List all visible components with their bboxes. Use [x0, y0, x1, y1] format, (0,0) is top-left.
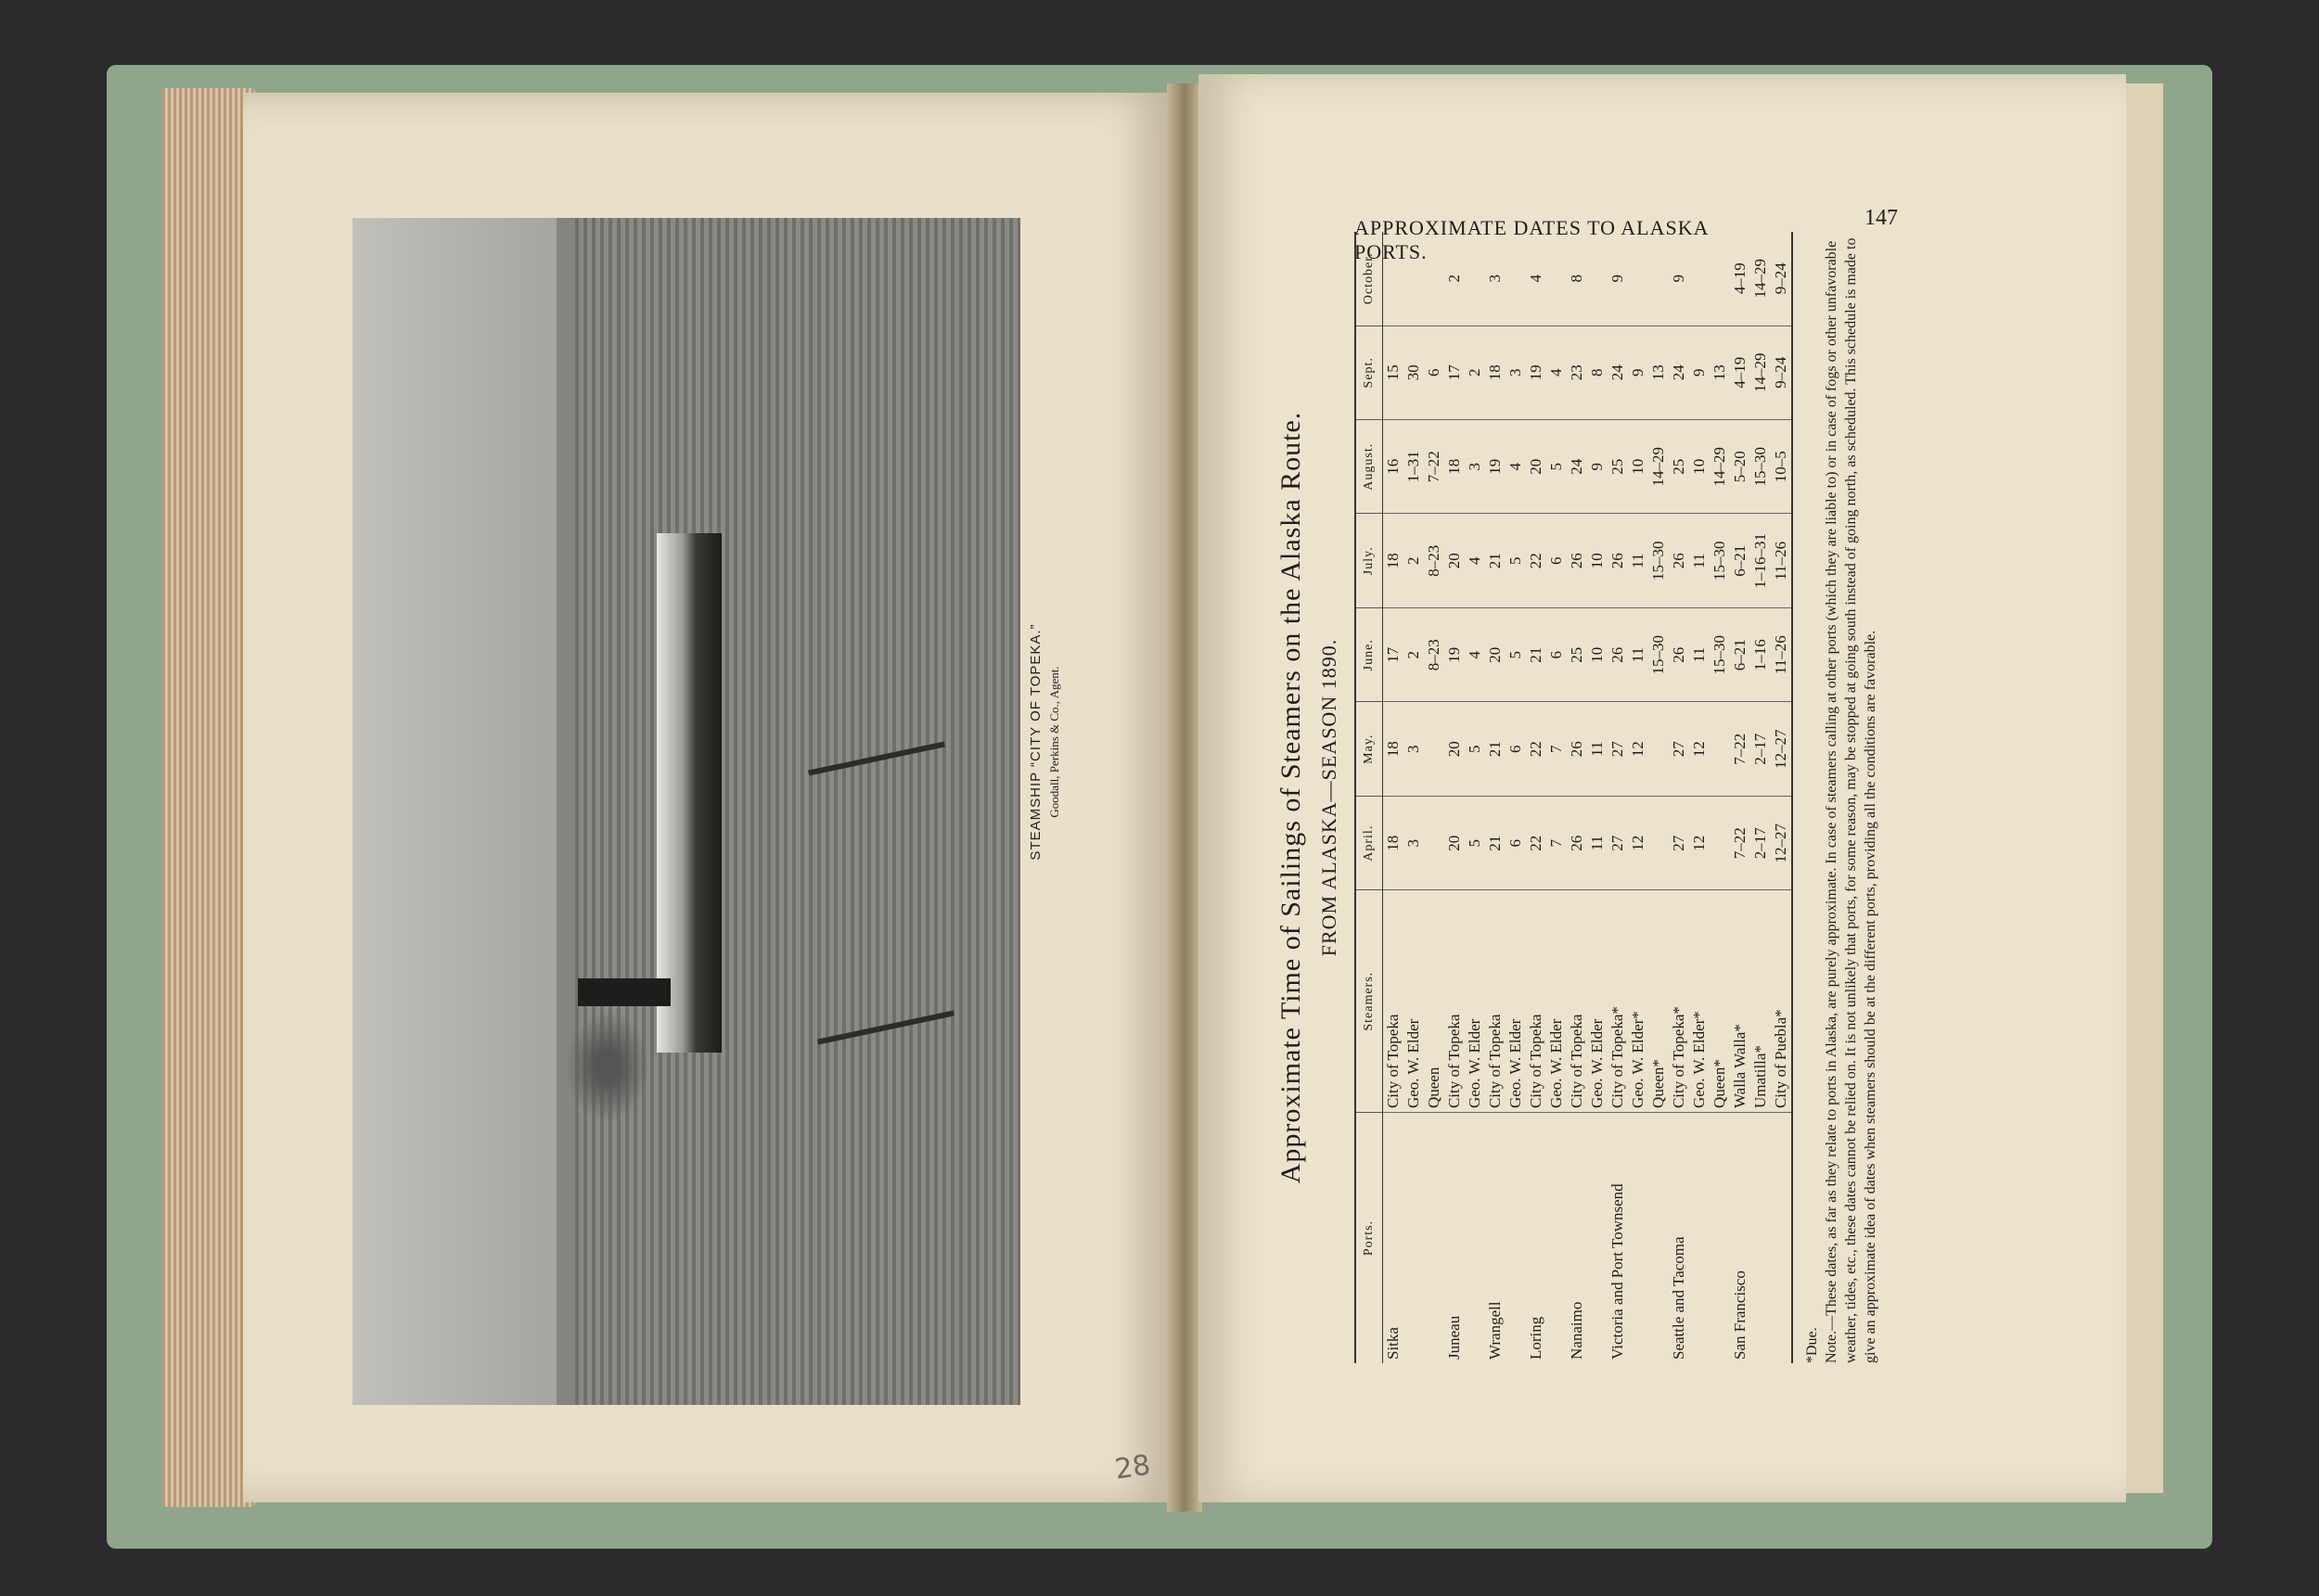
- table-row: [1485, 232, 1505, 1363]
- cell-steamer: Geo. W. Elder: [1587, 890, 1608, 1113]
- table-row: [1444, 232, 1465, 1363]
- header-october: October.: [1355, 232, 1383, 326]
- footnote-due: *Due.: [1804, 1327, 1820, 1363]
- table-header-row: [1355, 232, 1383, 1363]
- book-gutter: [1167, 83, 1202, 1512]
- table-row: [1465, 232, 1485, 1363]
- cell-port: [1648, 1113, 1669, 1363]
- cell-port: Nanaimo: [1568, 1301, 1585, 1360]
- cell-jul: 8–23: [1424, 514, 1444, 607]
- cell-aug: 10–5: [1771, 420, 1792, 514]
- cell-may: 7–22: [1730, 702, 1750, 796]
- cell-steamer: Geo. W. Elder: [1465, 890, 1485, 1113]
- cell-oct: [1424, 232, 1444, 326]
- header-may: May.: [1355, 702, 1383, 796]
- cell-oct: [1710, 232, 1730, 326]
- cell-sep: 18: [1485, 326, 1505, 419]
- cell-aug: 19: [1485, 420, 1505, 514]
- cell-sep: 13: [1648, 326, 1669, 419]
- cell-port: [1403, 1113, 1424, 1363]
- cell-sep: 9: [1628, 326, 1648, 419]
- cell-oct: [1689, 232, 1710, 326]
- cell-jun: 6: [1546, 607, 1567, 701]
- cell-aug: 25: [1669, 420, 1689, 514]
- table-row: [1750, 232, 1771, 1363]
- cell-port: [1465, 1113, 1485, 1363]
- schedule-title: Approximate Time of Sailings of Steamers on the Alaska Route.: [1275, 411, 1306, 1184]
- cell-port: Wrangell: [1486, 1301, 1504, 1360]
- cell-sep: 14–29: [1750, 326, 1771, 419]
- caption-title: STEAMSHIP “CITY OF TOPEKA.”: [1028, 623, 1044, 861]
- cell-port: [1771, 1113, 1792, 1363]
- cell-jul: 26: [1567, 514, 1587, 607]
- table-row: [1628, 232, 1648, 1363]
- page-number: 147: [1864, 206, 1898, 230]
- cell-sep: 4: [1546, 326, 1567, 419]
- photo-water: [575, 218, 1020, 1405]
- cell-port: Victoria and Port Townsend: [1608, 1183, 1626, 1360]
- cell-jun: 11: [1689, 607, 1710, 701]
- schedule-footnote: [1802, 232, 1880, 1363]
- cell-may: 20: [1444, 702, 1465, 796]
- cell-may: 2–17: [1750, 702, 1771, 796]
- header-july: July.: [1355, 514, 1383, 607]
- cell-may: 12: [1689, 702, 1710, 796]
- cell-port: [1689, 1113, 1710, 1363]
- cell-oct: 4–19: [1730, 232, 1750, 326]
- cell-port: San Francisco: [1731, 1270, 1749, 1360]
- cell-oct: 4: [1526, 232, 1546, 326]
- cell-apr: 22: [1526, 796, 1546, 889]
- table-row: [1648, 232, 1669, 1363]
- cell-sep: 2: [1465, 326, 1485, 419]
- cell-apr: 18: [1383, 796, 1404, 889]
- photo-caption: [1028, 575, 1062, 909]
- cell-jun: 10: [1587, 607, 1608, 701]
- cell-apr: 5: [1465, 796, 1485, 889]
- cell-jul: 11: [1689, 514, 1710, 607]
- cell-jul: 4: [1465, 514, 1485, 607]
- rotated-schedule: [1248, 223, 2008, 1373]
- cell-aug: 4: [1505, 420, 1526, 514]
- cell-may: [1424, 702, 1444, 796]
- cell-steamer: Walla Walla*: [1730, 890, 1750, 1113]
- header-sept: Sept.: [1355, 326, 1383, 419]
- cell-may: 7: [1546, 702, 1567, 796]
- cell-jul: 6–21: [1730, 514, 1750, 607]
- cell-aug: 25: [1608, 420, 1628, 514]
- cell-jul: 22: [1526, 514, 1546, 607]
- cell-apr: 27: [1669, 796, 1689, 889]
- cell-sep: 9: [1689, 326, 1710, 419]
- cell-steamer: Geo. W. Elder: [1403, 890, 1424, 1113]
- cell-apr: 3: [1403, 796, 1424, 889]
- cell-may: 21: [1485, 702, 1505, 796]
- cell-oct: [1546, 232, 1567, 326]
- cell-jun: 4: [1465, 607, 1485, 701]
- pencil-note: 28: [1112, 1449, 1153, 1487]
- cell-port: [1628, 1113, 1648, 1363]
- cell-jun: 8–23: [1424, 607, 1444, 701]
- cell-oct: [1383, 232, 1404, 326]
- cell-jun: 5: [1505, 607, 1526, 701]
- cell-jun: 20: [1485, 607, 1505, 701]
- cell-aug: 5: [1546, 420, 1567, 514]
- cell-may: 6: [1505, 702, 1526, 796]
- cell-port: [1505, 1113, 1526, 1363]
- cell-steamer: Geo. W. Elder: [1505, 890, 1526, 1113]
- cell-port: Seattle and Tacoma: [1670, 1236, 1687, 1360]
- cell-may: 27: [1608, 702, 1628, 796]
- cell-apr: [1648, 796, 1669, 889]
- cell-may: [1710, 702, 1730, 796]
- cell-jul: 18: [1383, 514, 1404, 607]
- cell-jun: 6–21: [1730, 607, 1750, 701]
- cell-sep: 24: [1669, 326, 1689, 419]
- cell-may: 12: [1628, 702, 1648, 796]
- cell-oct: [1465, 232, 1485, 326]
- cell-port: Loring: [1527, 1316, 1544, 1360]
- cell-apr: 12: [1628, 796, 1648, 889]
- cell-jun: 26: [1608, 607, 1628, 701]
- cell-aug: 9: [1587, 420, 1608, 514]
- cell-jul: 26: [1608, 514, 1628, 607]
- cell-sep: 17: [1444, 326, 1465, 419]
- cell-oct: 9: [1669, 232, 1689, 326]
- cell-steamer: City of Topeka: [1567, 890, 1587, 1113]
- header-june: June.: [1355, 607, 1383, 701]
- cell-steamer: City of Topeka: [1383, 890, 1404, 1113]
- cell-apr: 11: [1587, 796, 1608, 889]
- schedule-subtitle: FROM ALASKA—SEASON 1890.: [1317, 638, 1340, 957]
- cell-sep: 13: [1710, 326, 1730, 419]
- cell-jun: 25: [1567, 607, 1587, 701]
- cell-jun: 11–26: [1771, 607, 1792, 701]
- header-steamers: Steamers.: [1355, 890, 1383, 1113]
- cell-aug: 18: [1444, 420, 1465, 514]
- cell-sep: 15: [1383, 326, 1404, 419]
- cell-sep: 4–19: [1730, 326, 1750, 419]
- cell-aug: 15–30: [1750, 420, 1771, 514]
- cell-jul: 11: [1628, 514, 1648, 607]
- cell-steamer: City of Puebla*: [1771, 890, 1792, 1113]
- photo-sky: [352, 218, 575, 1405]
- cell-jul: 21: [1485, 514, 1505, 607]
- cell-oct: [1403, 232, 1424, 326]
- cell-steamer: City of Topeka*: [1669, 890, 1689, 1113]
- cell-steamer: City of Topeka: [1526, 890, 1546, 1113]
- cell-sep: 9–24: [1771, 326, 1792, 419]
- running-head: APPROXIMATE DATES TO ALASKA PORTS.: [1354, 216, 1709, 263]
- cell-aug: 10: [1628, 420, 1648, 514]
- cell-steamer: City of Topeka: [1444, 890, 1465, 1113]
- sailing-schedule-table: [1354, 232, 1793, 1363]
- cell-sep: 19: [1526, 326, 1546, 419]
- cell-jul: 1–16–31: [1750, 514, 1771, 607]
- cell-port: [1750, 1113, 1771, 1363]
- cell-apr: 20: [1444, 796, 1465, 889]
- page-edges: [162, 88, 255, 1507]
- cell-steamer: City of Topeka*: [1608, 890, 1628, 1113]
- ship-smoke: [566, 1011, 649, 1122]
- cell-aug: 7–22: [1424, 420, 1444, 514]
- cell-aug: 14–29: [1648, 420, 1669, 514]
- cell-may: 5: [1465, 702, 1485, 796]
- cell-sep: 30: [1403, 326, 1424, 419]
- cell-port: [1710, 1113, 1730, 1363]
- cell-steamer: Geo. W. Elder*: [1628, 890, 1648, 1113]
- cell-port: [1424, 1113, 1444, 1363]
- cell-steamer: Umatilla*: [1750, 890, 1771, 1113]
- header-ports: Ports.: [1355, 1113, 1383, 1363]
- cell-apr: 26: [1567, 796, 1587, 889]
- cell-steamer: Queen: [1424, 890, 1444, 1113]
- table-row: [1669, 232, 1689, 1363]
- cell-apr: 21: [1485, 796, 1505, 889]
- cell-oct: 8: [1567, 232, 1587, 326]
- cell-jun: 26: [1669, 607, 1689, 701]
- cell-aug: 5–20: [1730, 420, 1750, 514]
- table-row: [1424, 232, 1444, 1363]
- table-row: [1403, 232, 1424, 1363]
- caption-credit: Goodall, Perkins & Co., Agent.: [1047, 666, 1061, 818]
- cell-oct: [1587, 232, 1608, 326]
- cell-may: 22: [1526, 702, 1546, 796]
- cell-steamer: Queen*: [1648, 890, 1669, 1113]
- header-april: April.: [1355, 796, 1383, 889]
- right-page-edges: [2126, 83, 2163, 1493]
- cell-oct: [1648, 232, 1669, 326]
- cell-port: Juneau: [1445, 1315, 1463, 1360]
- cell-may: 3: [1403, 702, 1424, 796]
- table-row: [1730, 232, 1750, 1363]
- ship-hull: [657, 533, 722, 1053]
- cell-jul: 6: [1546, 514, 1567, 607]
- cell-oct: 3: [1485, 232, 1505, 326]
- cell-jul: 5: [1505, 514, 1526, 607]
- cell-steamer: Queen*: [1710, 890, 1730, 1113]
- cell-apr: 6: [1505, 796, 1526, 889]
- cell-may: 18: [1383, 702, 1404, 796]
- table-row: [1771, 232, 1792, 1363]
- cell-jun: 1–16: [1750, 607, 1771, 701]
- table-row: [1587, 232, 1608, 1363]
- cell-steamer: Geo. W. Elder*: [1689, 890, 1710, 1113]
- cell-apr: 27: [1608, 796, 1628, 889]
- cell-jun: 2: [1403, 607, 1424, 701]
- cell-apr: 7–22: [1730, 796, 1750, 889]
- table-body: [1383, 232, 1793, 1363]
- cell-oct: [1505, 232, 1526, 326]
- cell-aug: 16: [1383, 420, 1404, 514]
- cell-aug: 3: [1465, 420, 1485, 514]
- cell-apr: [1710, 796, 1730, 889]
- cell-jun: 17: [1383, 607, 1404, 701]
- cell-apr: 2–17: [1750, 796, 1771, 889]
- table-row: [1526, 232, 1546, 1363]
- table-row: [1710, 232, 1730, 1363]
- cell-jul: 15–30: [1648, 514, 1669, 607]
- cell-port: [1546, 1113, 1567, 1363]
- cell-aug: 10: [1689, 420, 1710, 514]
- cell-jul: 2: [1403, 514, 1424, 607]
- cell-port: [1587, 1113, 1608, 1363]
- cell-oct: 2: [1444, 232, 1465, 326]
- table-row: [1689, 232, 1710, 1363]
- cell-oct: 9–24: [1771, 232, 1792, 326]
- footnote-note: Note.—These dates, as far as they relate to ports in Alaska, are purely approximate. In case of steamers calling at other ports (which they are liable to) or in case of fogs or other unfavorable weather, tides, etc., these dates cannot be relied on. It is not unlikely that ports, for some reason, may be stopped at going south instead of going north, as scheduled. This schedule is made to give an approximate idea of dates when steamers should be at the different ports, providing all the conditions are favorable.: [1824, 237, 1878, 1363]
- table-row: [1505, 232, 1526, 1363]
- header-august: August.: [1355, 420, 1383, 514]
- cell-oct: [1628, 232, 1648, 326]
- cell-jul: 26: [1669, 514, 1689, 607]
- cell-oct: 14–29: [1750, 232, 1771, 326]
- cell-may: 26: [1567, 702, 1587, 796]
- cell-jun: 19: [1444, 607, 1465, 701]
- cell-sep: 23: [1567, 326, 1587, 419]
- cell-sep: 8: [1587, 326, 1608, 419]
- cell-jun: 11: [1628, 607, 1648, 701]
- cell-steamer: City of Topeka: [1485, 890, 1505, 1113]
- cell-may: 11: [1587, 702, 1608, 796]
- cell-oct: 9: [1608, 232, 1628, 326]
- cell-aug: 24: [1567, 420, 1587, 514]
- cell-apr: 12–27: [1771, 796, 1792, 889]
- cell-jun: 15–30: [1710, 607, 1730, 701]
- cell-may: 27: [1669, 702, 1689, 796]
- table-row: [1383, 232, 1404, 1363]
- cell-apr: [1424, 796, 1444, 889]
- cell-aug: 1–31: [1403, 420, 1424, 514]
- cell-apr: 12: [1689, 796, 1710, 889]
- table-row: [1567, 232, 1587, 1363]
- cell-sep: 3: [1505, 326, 1526, 419]
- cell-aug: 14–29: [1710, 420, 1730, 514]
- cell-steamer: Geo. W. Elder: [1546, 890, 1567, 1113]
- cell-may: 12–27: [1771, 702, 1792, 796]
- cell-jul: 20: [1444, 514, 1465, 607]
- cell-may: [1648, 702, 1669, 796]
- cell-sep: 6: [1424, 326, 1444, 419]
- cell-sep: 24: [1608, 326, 1628, 419]
- table-row: [1546, 232, 1567, 1363]
- cell-jun: 15–30: [1648, 607, 1669, 701]
- cell-jul: 15–30: [1710, 514, 1730, 607]
- cell-jul: 10: [1587, 514, 1608, 607]
- cell-apr: 7: [1546, 796, 1567, 889]
- table-row: [1608, 232, 1628, 1363]
- cell-port: Sitka: [1384, 1327, 1402, 1360]
- cell-jun: 21: [1526, 607, 1546, 701]
- cell-aug: 20: [1526, 420, 1546, 514]
- ship-funnel: [578, 978, 671, 1006]
- steamship-photograph: [352, 218, 1020, 1405]
- cell-jul: 11–26: [1771, 514, 1792, 607]
